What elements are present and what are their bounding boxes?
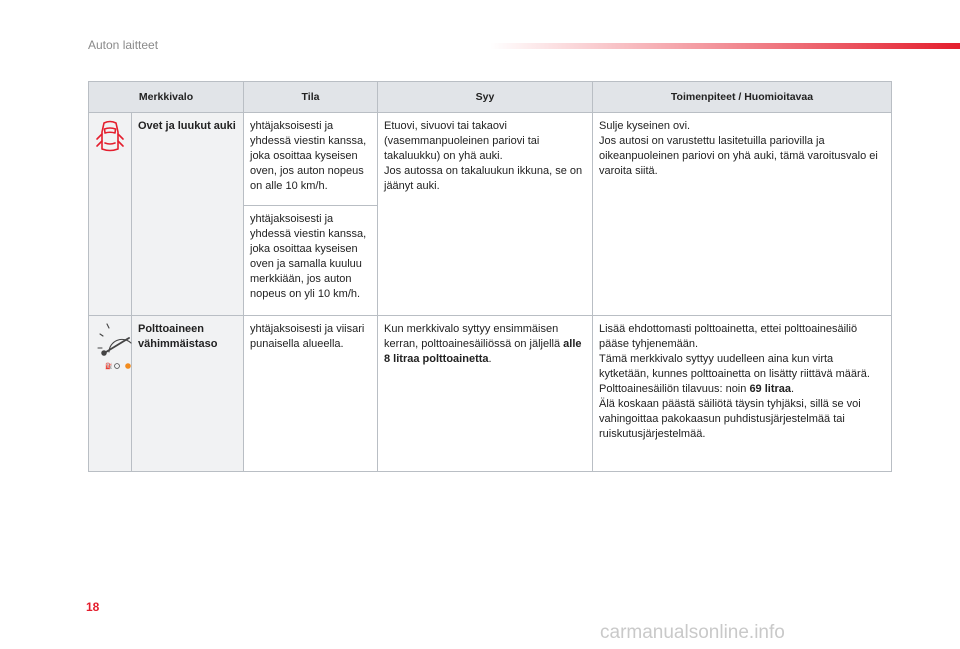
column-header-action: Toimenpiteet / Huomioitavaa bbox=[593, 82, 892, 113]
table-row bbox=[89, 316, 892, 472]
warning-lights-table bbox=[88, 81, 892, 472]
fuel-light-name: Polttoaineen vähimmäistaso bbox=[132, 316, 244, 472]
fuel-state: yhtäjaksoisesti ja viisari punaisella alueella. bbox=[244, 316, 378, 472]
fuel-cause-text: Kun merkkivalo syttyy ensimmäisen kerran, polttoainesäiliössä on jäljellä bbox=[384, 323, 564, 350]
doors-light-name: Ovet ja luukut auki bbox=[132, 113, 244, 316]
car-door-open-icon bbox=[95, 119, 125, 155]
doors-cause: Etuovi, sivuovi tai takaovi (vasemmanpuoleinen pariovi tai takaluukku) on yhä auki. Jos autossa on takaluukun ikkuna, se on jäänyt auki. bbox=[378, 113, 593, 316]
svg-text:⛽: ⛽ bbox=[105, 364, 113, 370]
table-header-row bbox=[89, 82, 892, 113]
column-header-state: Tila bbox=[244, 82, 378, 113]
doors-icon-cell bbox=[89, 113, 132, 316]
fuel-cause-end: . bbox=[488, 353, 492, 365]
page-number: 18 bbox=[86, 600, 100, 614]
column-header-cause: Syy bbox=[378, 82, 593, 113]
fuel-action-warning: . Älä koskaan päästä säiliötä täysin tyhjäksi, sillä se voi vahingoittaa pakokaasun puhdistusjärjestelmää tai ruiskutusjärjestelmää. bbox=[599, 383, 861, 440]
fuel-action-text: Lisää ehdottomasti polttoainetta, ettei polttoainesäiliö pääse tyhjenemään. Tämä merkkivalo syttyy uudelleen aina kun virta kytketään, kunnes polttoainetta on lisätty riittävä määrä. Polttoainesäiliön tilavuus: noin bbox=[599, 323, 870, 395]
section-title: Auton laitteet bbox=[88, 38, 159, 52]
table-row bbox=[89, 113, 892, 206]
fuel-tank-capacity: 69 litraa bbox=[749, 383, 792, 395]
doors-action: Sulje kyseinen ovi. Jos autosi on varustettu lasitetuilla pariovilla ja oikeanpuoleinen pariovi on yhä auki, tämä varoitusvalo ei varoita siitä. bbox=[593, 113, 892, 316]
doors-state-low-speed: yhtäjaksoisesti ja yhdessä viestin kanssa, joka osoittaa kyseisen oven, jos auton nopeus on alle 10 km/h. bbox=[244, 113, 378, 206]
header-accent-bar bbox=[490, 43, 960, 49]
watermark: carmanualsonline.info bbox=[600, 622, 785, 643]
fuel-cause-emphasis: alle 8 litraa polttoainetta bbox=[384, 338, 582, 365]
doors-state-high-speed: yhtäjaksoisesti ja yhdessä viestin kanssa, joka osoittaa kyseisen oven ja samalla kuuluu merkkiään, jos auton nopeus on yli 10 km/h. bbox=[244, 206, 378, 316]
fuel-gauge-icon bbox=[95, 322, 135, 372]
fuel-icon-cell bbox=[89, 316, 132, 472]
column-header-warning-light: Merkkivalo bbox=[89, 82, 244, 113]
fuel-action bbox=[593, 316, 892, 472]
fuel-cause bbox=[378, 316, 593, 472]
